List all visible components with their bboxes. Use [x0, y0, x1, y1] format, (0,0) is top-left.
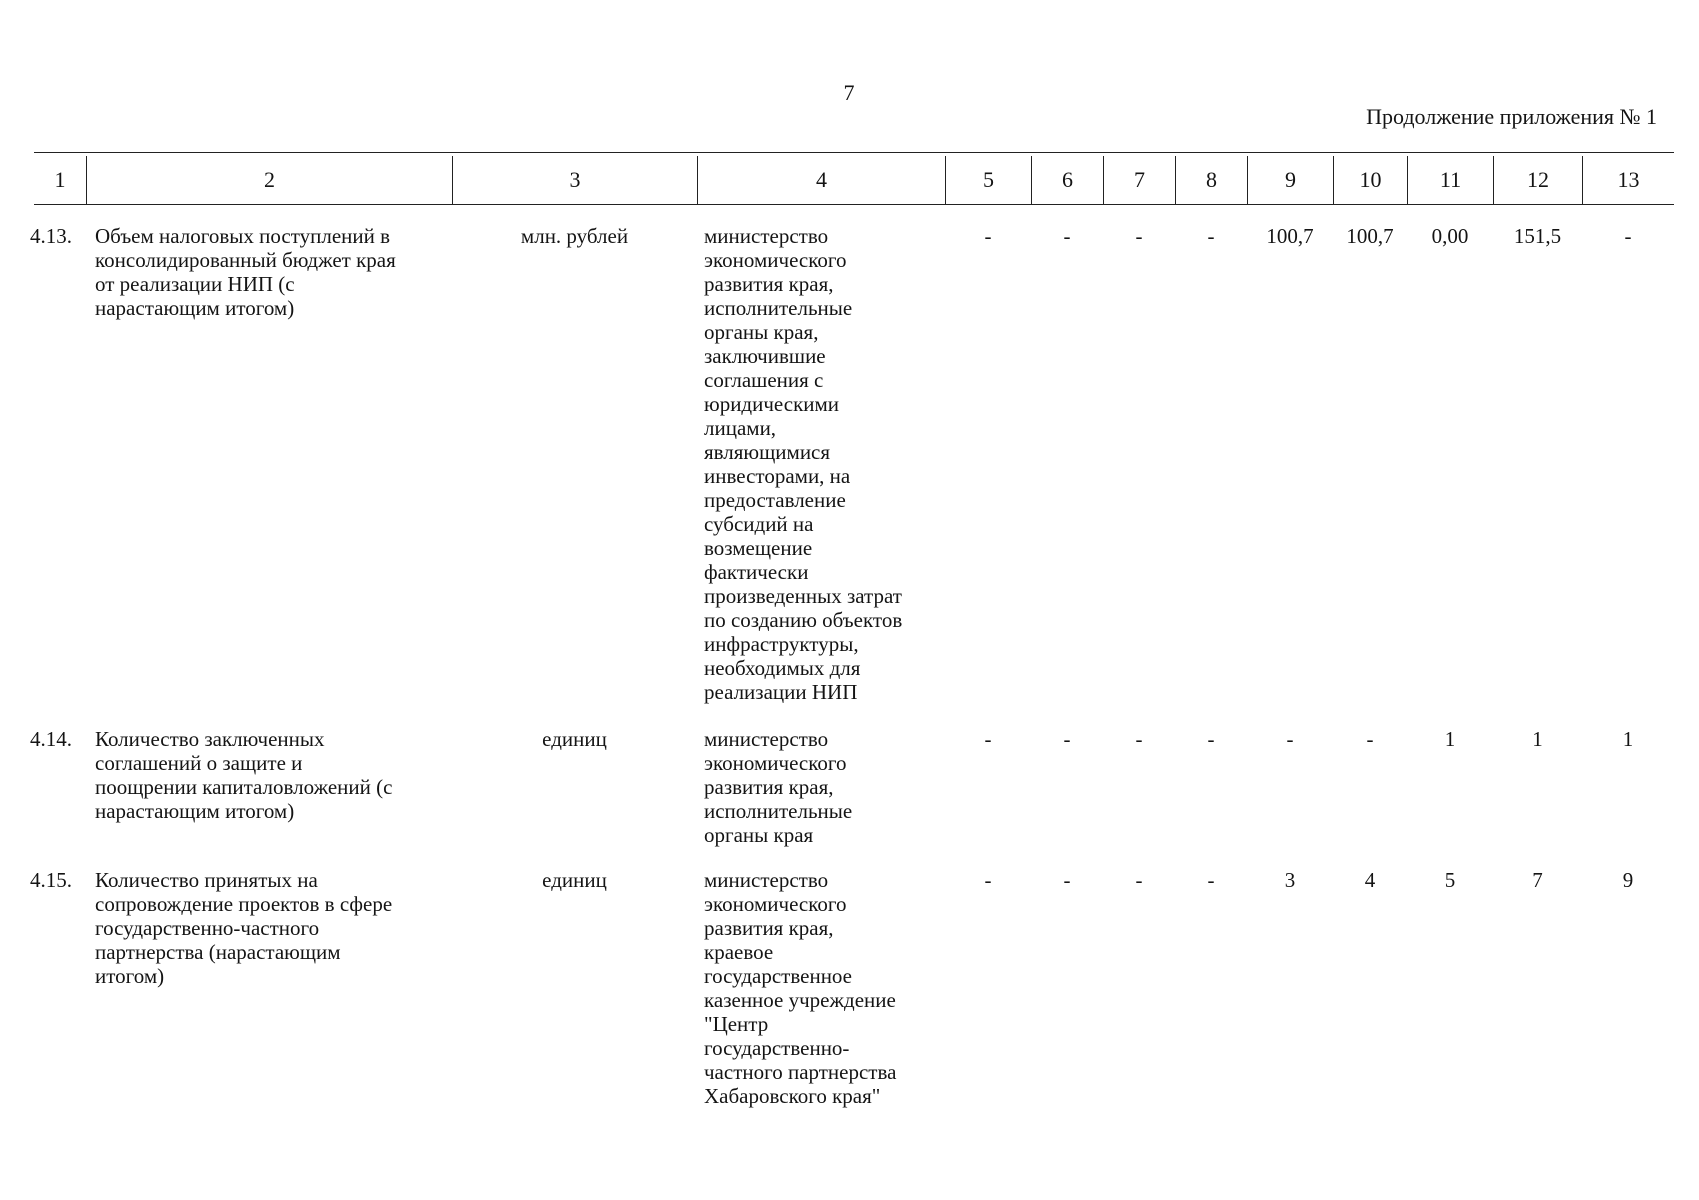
value-col-5: -: [984, 868, 992, 892]
header-cell-11: 11: [1407, 156, 1493, 204]
indicator-name-line: итогом): [95, 964, 165, 988]
header-cell-4: 4: [697, 156, 945, 204]
indicator-name-line: нарастающим итогом): [95, 799, 295, 823]
row-number: 4.14.: [30, 727, 72, 751]
responsible-executor-line: юридическими: [704, 392, 840, 416]
indicator-name-line: Количество принятых на: [95, 868, 318, 892]
value-col-8: -: [1207, 868, 1215, 892]
value-col-12: 7: [1532, 868, 1543, 892]
value-col-11: 0,00: [1431, 224, 1469, 248]
responsible-executor-line: государственно-: [704, 1036, 850, 1060]
responsible-executor-line: развития края,: [704, 272, 834, 296]
value-col-9: 3: [1284, 868, 1296, 892]
responsible-executor-line: предоставление: [704, 488, 846, 512]
page-number: 7: [843, 80, 855, 105]
responsible-executor-line: являющимися: [704, 440, 831, 464]
responsible-executor-line: развития края,: [704, 916, 834, 940]
responsible-executor: [704, 224, 944, 704]
value-col-13: -: [1624, 224, 1632, 248]
unit-of-measure: единиц: [542, 727, 607, 751]
responsible-executor-line: министерство: [704, 727, 829, 751]
value-col-12: 151,5: [1513, 224, 1562, 248]
responsible-executor-line: министерство: [704, 224, 829, 248]
responsible-executor-line: необходимых для: [704, 656, 861, 680]
header-cell-13: 13: [1582, 156, 1674, 204]
value-col-6: -: [1063, 868, 1071, 892]
value-col-6: -: [1063, 727, 1071, 751]
responsible-executor-line: министерство: [704, 868, 829, 892]
row-number: 4.15.: [30, 868, 72, 892]
responsible-executor-line: инфраструктуры,: [704, 632, 859, 656]
continuation-note: Продолжение приложения № 1: [1366, 104, 1657, 129]
responsible-executor-line: инвесторами, на: [704, 464, 851, 488]
value-col-5: -: [984, 224, 992, 248]
responsible-executor-line: "Центр: [704, 1012, 769, 1036]
responsible-executor-line: заключившие: [704, 344, 826, 368]
header-cell-10: 10: [1333, 156, 1407, 204]
indicator-name-line: соглашений о защите и: [95, 751, 303, 775]
value-col-9: 100,7: [1266, 224, 1314, 248]
responsible-executor-line: экономического: [704, 892, 847, 916]
value-col-8: -: [1207, 224, 1215, 248]
responsible-executor-line: экономического: [704, 248, 847, 272]
responsible-executor-line: субсидий на: [704, 512, 814, 536]
responsible-executor-line: частного партнерства: [704, 1060, 897, 1084]
value-col-13: 9: [1622, 868, 1634, 892]
indicator-name-line: сопровождение проектов в сфере: [95, 892, 393, 916]
value-col-5: -: [984, 727, 992, 751]
responsible-executor-line: Хабаровского края": [704, 1084, 881, 1108]
header-cell-6: 6: [1031, 156, 1103, 204]
value-col-13: 1: [1622, 727, 1634, 751]
unit-of-measure: единиц: [542, 868, 607, 892]
responsible-executor-line: соглашения с: [704, 368, 824, 392]
responsible-executor-line: органы края: [704, 823, 814, 847]
header-cell-5: 5: [945, 156, 1031, 204]
responsible-executor: [704, 727, 944, 847]
responsible-executor: [704, 868, 944, 1108]
responsible-executor-line: по созданию объектов: [704, 608, 903, 632]
value-col-12: 1: [1532, 727, 1543, 751]
table-rule-top: [34, 152, 1674, 153]
header-cell-1: 1: [54, 167, 66, 192]
responsible-executor-line: казенное учреждение: [704, 988, 896, 1012]
row-number: 4.13.: [30, 224, 72, 248]
value-col-7: -: [1135, 727, 1143, 751]
value-col-9: -: [1286, 727, 1294, 751]
header-cell-7: 7: [1103, 156, 1175, 204]
value-col-7: -: [1135, 868, 1143, 892]
value-col-6: -: [1063, 224, 1071, 248]
responsible-executor-line: государственное: [704, 964, 853, 988]
value-col-10: 4: [1364, 868, 1376, 892]
indicator-name: [95, 868, 445, 988]
responsible-executor-line: развития края,: [704, 775, 834, 799]
indicator-name-line: Количество заключенных: [95, 727, 325, 751]
responsible-executor-line: лицами,: [704, 416, 777, 440]
header-cell-12: 12: [1493, 156, 1582, 204]
header-cell-3: 3: [452, 156, 697, 204]
header-cell-8: 8: [1175, 156, 1247, 204]
value-col-10: 100,7: [1346, 224, 1394, 248]
responsible-executor-line: реализации НИП: [704, 680, 858, 704]
indicator-name-line: консолидированный бюджет края: [95, 248, 396, 272]
indicator-name-line: государственно-частного: [95, 916, 320, 940]
responsible-executor-line: органы края,: [704, 320, 819, 344]
header-cell-2: 2: [86, 156, 452, 204]
value-col-10: -: [1366, 727, 1374, 751]
indicator-name-line: партнерства (нарастающим: [95, 940, 341, 964]
value-col-11: 1: [1444, 727, 1456, 751]
indicator-name: [95, 727, 445, 823]
responsible-executor-line: фактически: [704, 560, 809, 584]
header-cell-9: 9: [1247, 156, 1333, 204]
indicator-name-line: от реализации НИП (с: [95, 272, 295, 296]
responsible-executor-line: краевое: [704, 940, 774, 964]
value-col-7: -: [1135, 224, 1143, 248]
table-rule-bottom: [34, 204, 1674, 205]
responsible-executor-line: исполнительные: [704, 799, 853, 823]
responsible-executor-line: произведенных затрат: [704, 584, 902, 608]
unit-of-measure: млн. рублей: [520, 224, 629, 248]
responsible-executor-line: возмещение: [704, 536, 813, 560]
indicator-name-line: поощрении капиталовложений (с: [95, 775, 393, 799]
indicator-name-line: Объем налоговых поступлений в: [95, 224, 391, 248]
responsible-executor-line: исполнительные: [704, 296, 853, 320]
value-col-11: 5: [1444, 868, 1456, 892]
indicator-name: [95, 224, 445, 320]
value-col-8: -: [1207, 727, 1215, 751]
responsible-executor-line: экономического: [704, 751, 847, 775]
indicator-name-line: нарастающим итогом): [95, 296, 295, 320]
